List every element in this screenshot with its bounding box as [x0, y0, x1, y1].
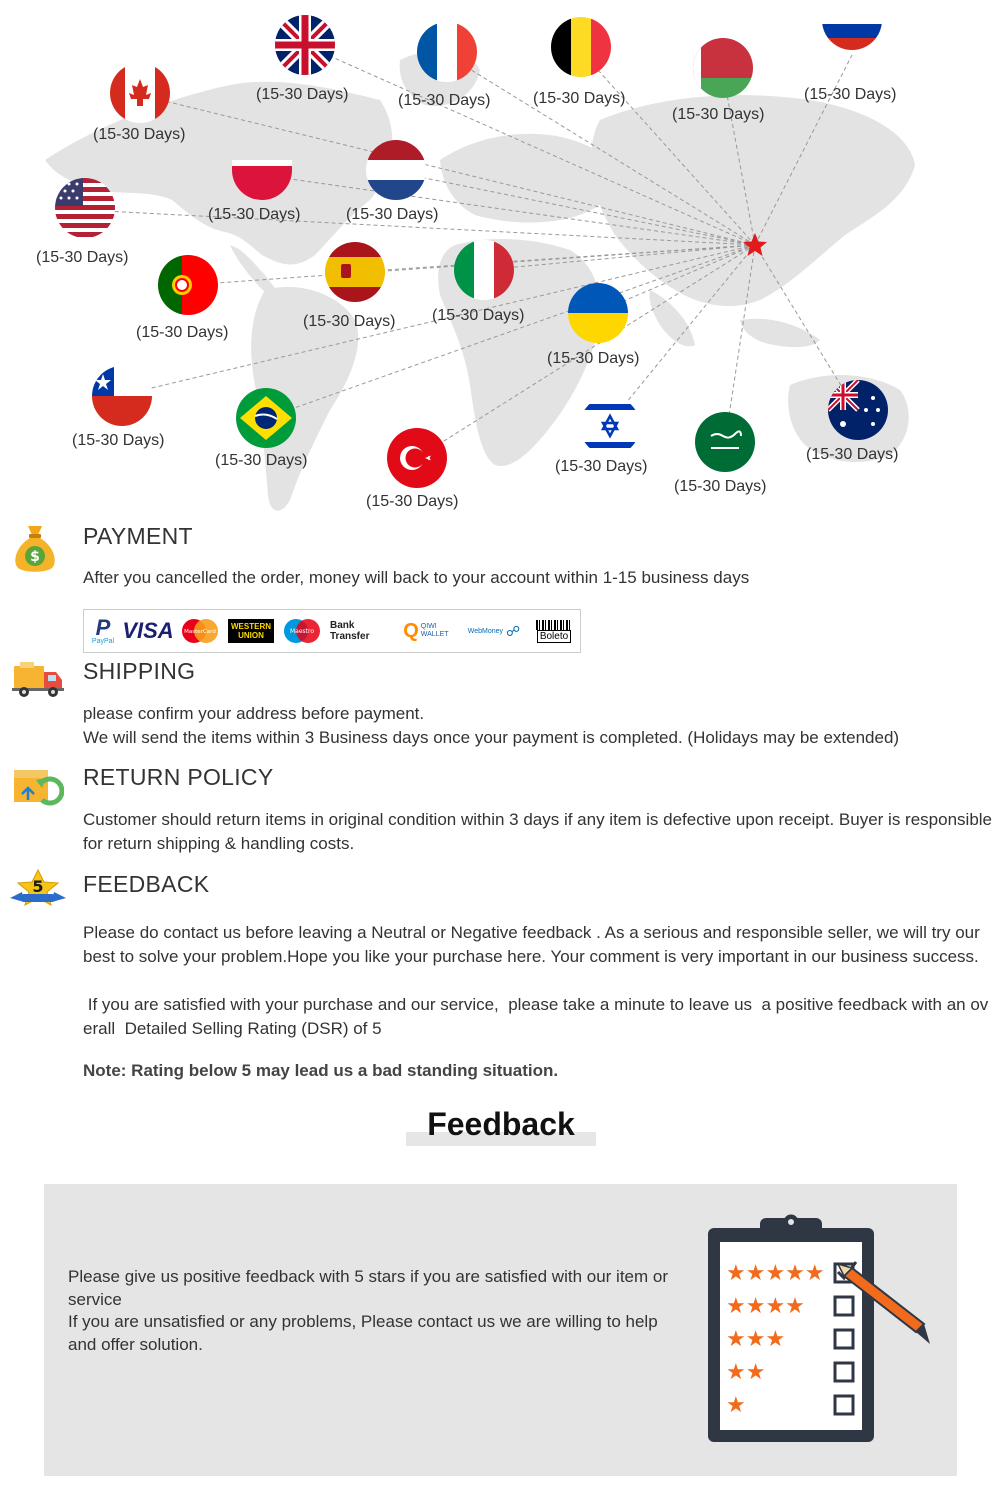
- italy-flag-icon: [454, 240, 514, 300]
- days-label: (15-30 Days): [93, 126, 186, 143]
- belarus-flag-icon: [693, 38, 753, 98]
- turkey-flag-icon: [387, 428, 447, 488]
- rating-row-5: ★★★★★: [726, 1261, 825, 1286]
- delivery-truck-icon: [12, 660, 64, 700]
- svg-text:5: 5: [32, 877, 44, 896]
- return-policy-text: Customer should return items in original condition within 3 days if any item is defective upon receipt. Buyer is responsible for return shipping & handling costs.: [83, 810, 993, 853]
- rating-clipboard-icon: [704, 1212, 944, 1447]
- days-label: (15-30 Days): [806, 446, 899, 463]
- feedback-request-line2: If you are unsatisfied or any problems, Please contact us we are willing to help and offer solution.: [68, 1312, 658, 1354]
- rating-row-3: ★★★: [726, 1327, 786, 1352]
- western-union-logo: WESTERN UNION: [226, 610, 276, 652]
- portugal-flag-icon: [158, 255, 218, 315]
- svg-text:$: $: [30, 549, 40, 565]
- poland-flag-icon: [232, 160, 292, 200]
- paypal-logo: P PayPal: [91, 614, 115, 645]
- payment-title: PAYMENT: [83, 523, 193, 549]
- spain-flag-icon: [325, 242, 385, 302]
- shipping-text-line2: We will send the items within 3 Business days once your payment is completed. (Holidays may be extended): [83, 728, 900, 747]
- israel-flag-icon: [580, 396, 640, 456]
- brazil-flag-icon: [236, 388, 296, 448]
- days-label: (15-30 Days): [136, 324, 229, 341]
- shipping-title: SHIPPING: [83, 658, 196, 684]
- feedback-heading: [406, 1106, 596, 1146]
- shipping-text-line1: please confirm your address before payment.: [83, 704, 425, 723]
- days-label: (15-30 Days): [215, 452, 308, 469]
- qiwi-logo: Q QIWI WALLET: [403, 619, 449, 642]
- days-label: (15-30 Days): [674, 478, 767, 495]
- days-label: (15-30 Days): [432, 307, 525, 324]
- feedback-heading-text: Feedback: [427, 1106, 575, 1142]
- svg-text:MasterCard: MasterCard: [184, 629, 216, 635]
- days-label: (15-30 Days): [303, 313, 396, 330]
- days-label: (15-30 Days): [208, 206, 301, 223]
- feedback-note: Note: Rating below 5 may lead us a bad standing situation.: [83, 1061, 559, 1080]
- chile-flag-icon: [92, 366, 152, 426]
- feedback-request-box: [44, 1184, 957, 1476]
- saudi-arabia-flag-icon: [695, 412, 755, 472]
- canada-flag-icon: [110, 63, 170, 123]
- rating-row-1: ★: [726, 1393, 746, 1418]
- shipping-map: [0, 0, 1001, 520]
- france-flag-icon: [417, 22, 477, 82]
- usa-flag-icon: [55, 178, 115, 238]
- payment-methods-bar: [83, 609, 581, 653]
- days-label: (15-30 Days): [547, 350, 640, 367]
- days-label: (15-30 Days): [533, 90, 626, 107]
- return-policy-title: RETURN POLICY: [83, 764, 274, 790]
- days-label: (15-30 Days): [256, 86, 349, 103]
- days-label: (15-30 Days): [346, 206, 439, 223]
- money-bag-icon: [12, 522, 58, 574]
- return-box-icon: [12, 766, 64, 806]
- belgium-flag-icon: [551, 17, 611, 77]
- uk-flag-icon: [275, 15, 335, 75]
- days-label: (15-30 Days): [36, 249, 129, 266]
- payment-text: After you cancelled the order, money will back to your account within 1-15 business days: [83, 568, 750, 587]
- webmoney-logo: WebMoney ☍: [467, 622, 521, 639]
- days-label: (15-30 Days): [672, 106, 765, 123]
- feedback-section-title: FEEDBACK: [83, 871, 210, 897]
- feedback-request-text: [68, 1266, 678, 1356]
- netherlands-flag-icon: [366, 140, 426, 200]
- feedback-para1: Please do contact us before leaving a Neutral or Negative feedback . As a serious and responsible seller, we will try our best to solve your problem.Hope you like your purchase here. Your comment is very important in our business success.: [83, 923, 980, 966]
- days-label: (15-30 Days): [72, 432, 165, 449]
- australia-flag-icon: [828, 380, 888, 440]
- ukraine-flag-icon: [568, 283, 628, 343]
- five-star-badge-icon: [8, 868, 68, 908]
- days-label: (15-30 Days): [366, 493, 459, 510]
- bank-transfer-logo: Bank Transfer: [330, 620, 370, 642]
- visa-logo: VISA: [122, 618, 174, 643]
- feedback-para2: If you are satisfied with your purchase and our service, please take a minute to leave us a positive feedback with an overall Detailed Selling Rating (DSR) of 5: [83, 995, 989, 1038]
- maestro-logo: [282, 610, 322, 652]
- feedback-request-line1: Please give us positive feedback with 5 stars if you are satisfied with our item or service: [68, 1267, 669, 1309]
- days-label: (15-30 Days): [804, 86, 897, 103]
- days-label: (15-30 Days): [555, 458, 648, 475]
- boleto-logo: Boleto: [532, 610, 576, 652]
- rating-row-4: ★★★★: [726, 1294, 805, 1319]
- rating-row-2: ★★: [726, 1360, 766, 1385]
- svg-text:Maestro: Maestro: [289, 628, 315, 635]
- days-label: (15-30 Days): [398, 92, 491, 109]
- russia-flag-icon: [822, 10, 882, 50]
- mastercard-logo: [180, 610, 220, 652]
